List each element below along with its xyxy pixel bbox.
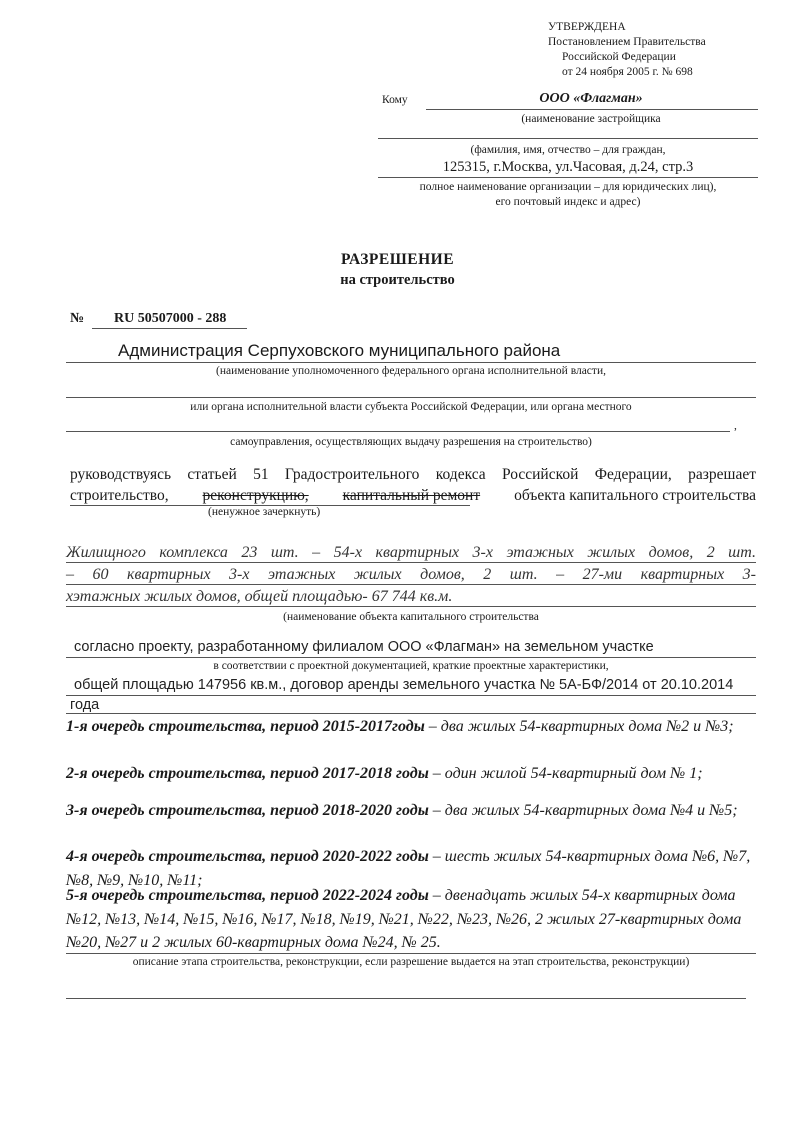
authority-hint-3: самоуправления, осуществляющих выдачу разрешения на строительство) <box>230 436 592 448</box>
addressee-address-line <box>378 177 758 178</box>
permit-number: RU 50507000 - 288 <box>114 311 227 326</box>
addressee-address: 125315, г.Москва, ул.Часовая, д.24, стр.3 <box>442 159 694 175</box>
approval-line-2: Российской Федерации <box>562 51 676 63</box>
authority-hint-1: (наименование уполномоченного федерального органа исполнительной власти, <box>216 365 606 377</box>
stages-hint: описание этапа строительства, реконструкции, если разрешение выдается на этап строительства, реконструкции) <box>132 956 690 968</box>
document-title: РАЗРЕШЕНИЕ <box>340 251 455 268</box>
project-underline <box>66 657 756 658</box>
document-subtitle: на строительство <box>340 272 455 288</box>
object-underline-3 <box>66 606 756 607</box>
area-line: общей площадью 147956 кв.м., договор аренды земельного участка № 5А-БФ/2014 от 20.10.2014 <box>74 677 734 693</box>
authority-line-3 <box>66 431 730 432</box>
stage-2-lead: 2-я очередь строительства, период 2017-2018 годы <box>66 765 429 782</box>
addressee-name: ООО «Флагман» <box>539 91 643 106</box>
stage-4-lead: 4-я очередь строительства, период 2020-2022 годы <box>66 848 429 865</box>
area-tail-underline <box>66 713 756 714</box>
object-hint: (наименование объекта капитального строительства <box>283 611 539 623</box>
stage-3 <box>66 799 756 823</box>
authority-comma: , <box>734 420 737 432</box>
addressee-hint-4: его почтовый индекс и адрес) <box>495 196 641 208</box>
project-hint: в соответствии с проектной документацией, краткие проектные характеристики, <box>213 660 609 672</box>
final-blank-line <box>66 998 746 999</box>
approval-block <box>548 20 706 80</box>
stage-1 <box>66 715 756 739</box>
authority-line-2 <box>66 397 756 398</box>
object-line-1: Жилищного комплекса 23 шт. – 54-х квартирных 3-х этажных жилых домов, 2 шт. <box>66 544 756 561</box>
permit-number-line <box>92 328 247 329</box>
object-underline-1 <box>66 562 756 563</box>
word-capital-repair: капитальный ремонт <box>342 487 481 504</box>
authority-name: Администрация Серпуховского муниципального района <box>118 341 561 360</box>
addressee-blank-line <box>378 138 758 139</box>
word-reconstruction: реконструкцию, <box>202 487 309 504</box>
approval-line-3: от 24 ноября 2005 г. № 698 <box>562 66 693 78</box>
addressee-label: Кому <box>382 94 408 106</box>
addressee-name-line <box>426 109 758 110</box>
project-line: согласно проекту, разработанному филиалом ООО «Флагман» на земельном участке <box>74 639 654 655</box>
word-construction: строительство, <box>70 487 169 504</box>
stage-2 <box>66 762 756 786</box>
stage-5 <box>66 884 756 955</box>
authority-line-1 <box>66 362 756 363</box>
stage-5-rest: – двенадцать жилых 54-х квартирных дома №12, №13, №14, №15, №16, №17, №18, №19, №21, №22, №23, №26, 2 жилых 27-квартирных дома №20, №27 и 2 жилых 60-квартирных дома №24, № 25. <box>66 887 742 951</box>
approval-title: УТВЕРЖДЕНА <box>548 21 626 33</box>
object-underline-2 <box>66 584 756 585</box>
stage-5-lead: 5-я очередь строительства, период 2022-2024 годы <box>66 887 429 904</box>
stage-1-lead: 1-я очередь строительства, период 2015-2017годы <box>66 718 425 735</box>
body-line-2 <box>70 487 756 505</box>
stage-2-rest: – один жилой 54-квартирный дом № 1; <box>428 765 703 782</box>
addressee-hint-2: (фамилия, имя, отчество – для граждан, <box>470 144 666 156</box>
authority-hint-2: или органа исполнительной власти субъекта Российской Федерации, или органа местного <box>190 401 632 413</box>
area-tail: года <box>70 697 100 713</box>
body-line-1: руководствуясь статьей 51 Градостроительного кодекса Российской Федерации, разрешает <box>70 466 756 483</box>
permit-number-label: № <box>70 311 85 326</box>
addressee-hint-1: (наименование застройщика <box>521 113 661 125</box>
stage-3-rest: – два жилых 54-квартирных дома №4 и №5; <box>428 802 738 819</box>
stage-1-rest: – два жилых 54-квартирных дома №2 и №3; <box>424 718 734 735</box>
addressee-hint-3: полное наименование организации – для юридических лиц), <box>419 181 717 193</box>
object-line-3: хэтажных жилых домов, общей площадью- 67 744 кв.м. <box>66 588 453 605</box>
stage-3-lead: 3-я очередь строительства, период 2018-2020 годы <box>66 802 429 819</box>
area-underline <box>66 695 756 696</box>
strike-hint: (ненужное зачеркнуть) <box>208 506 321 518</box>
approval-line-1: Постановлением Правительства <box>548 36 706 48</box>
stage-4-rest: – шесть жилых 54-квартирных дома №6, №7, №8, №9, №10, №11; <box>66 848 751 889</box>
stages-underline <box>66 953 756 954</box>
object-line-2: – 60 квартирных 3-х этажных жилых домов, 2 шт. – 27-ми квартирных 3- <box>66 566 756 583</box>
word-object: объекта капитального строительства <box>514 487 756 504</box>
